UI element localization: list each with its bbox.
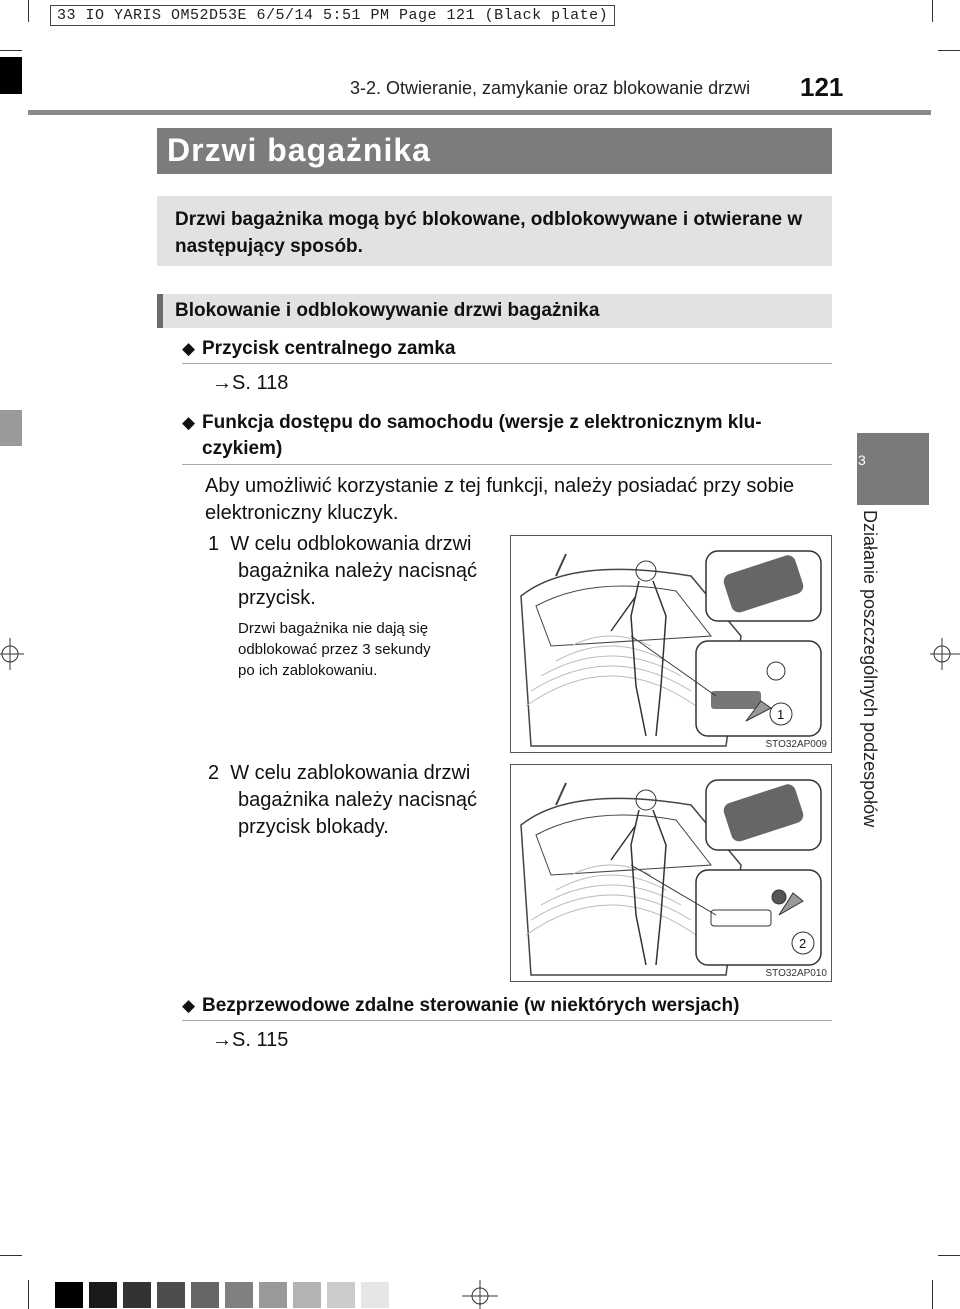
illustration-lock (510, 764, 832, 982)
diamond-bullet-icon: ◆ (182, 413, 196, 432)
figure-code: STO32AP009 (765, 739, 827, 750)
color-swatch (293, 1282, 321, 1308)
page-reference[interactable]: →S. 118 (212, 372, 289, 394)
crop-mark (938, 50, 960, 51)
intro-box (157, 196, 832, 266)
step-number: 1 (208, 533, 220, 555)
item-heading: ◆ Funkcja dostępu do samochodu (wersje z elektronicznym klu- czykiem) (182, 412, 762, 459)
illustration-unlock (510, 535, 832, 753)
edge-marker (0, 57, 22, 94)
registration-mark-icon (0, 636, 24, 672)
item-heading: ◆ Przycisk centralnego zamka (182, 336, 455, 362)
crop-mark (932, 1280, 933, 1309)
diamond-bullet-icon: ◆ (182, 339, 196, 358)
crop-mark (932, 0, 933, 22)
header-rule (28, 110, 931, 115)
crop-mark (938, 1255, 960, 1256)
step-1-note: Drzwi bagażnika nie dają się odblokować przez 3 sekundy po ich zablokowaniu. (238, 620, 431, 679)
callout-label: 2 (799, 936, 807, 951)
crop-mark (0, 1255, 22, 1256)
tailgate-lock-illustration-icon (511, 765, 831, 981)
item-text: Aby umożliwić korzystanie z tej funkcji, należy posiadać przy sobie elektroniczny kluczyk. (205, 475, 795, 524)
running-header: 3-2. Otwieranie, zamykanie oraz blokowanie drzwi (350, 78, 751, 98)
color-swatch (55, 1282, 83, 1308)
color-swatch (89, 1282, 117, 1308)
page-title: Drzwi bagażnika (167, 132, 431, 168)
crop-mark (28, 0, 29, 22)
divider (182, 464, 832, 465)
arrow-icon: → (212, 372, 232, 394)
registration-mark-icon (462, 1280, 498, 1309)
crop-mark (0, 50, 22, 51)
color-swatch (327, 1282, 355, 1308)
divider (182, 1020, 832, 1021)
diamond-bullet-icon: ◆ (182, 996, 196, 1015)
edge-marker (0, 410, 22, 446)
callout-label: 1 (777, 707, 785, 722)
color-swatch (191, 1282, 219, 1308)
registration-mark-icon (930, 636, 960, 672)
step-2-text: 2 W celu zablokowania drzwi bagażnika należy nacisnąć przycisk blokady. (208, 762, 478, 838)
page-reference[interactable]: →S. 115 (212, 1029, 289, 1051)
color-swatch (361, 1282, 389, 1308)
step-number: 2 (208, 762, 220, 784)
color-swatch (123, 1282, 151, 1308)
chapter-label: Działanie poszczególnych podzespołów (860, 510, 880, 828)
color-swatch (157, 1282, 185, 1308)
color-swatch (225, 1282, 253, 1308)
crop-mark (28, 1280, 29, 1309)
page-title-bar (157, 128, 832, 174)
figure-code: STO32AP010 (765, 968, 827, 979)
chapter-tab (857, 433, 929, 505)
arrow-icon: → (212, 1029, 232, 1051)
chapter-number: 3 (858, 452, 866, 468)
intro-text: Drzwi bagażnika mogą być blokowane, odblokowywane i otwierane w następujący sposób. (175, 209, 803, 257)
subsection-heading: Blokowanie i odblokowywanie drzwi bagażnika (175, 300, 600, 321)
tailgate-unlock-illustration-icon (511, 536, 831, 752)
item-heading: ◆ Bezprzewodowe zdalne sterowanie (w niektórych wersjach) (182, 993, 739, 1019)
divider (182, 363, 832, 364)
color-swatch (259, 1282, 287, 1308)
step-1-text: 1 W celu odblokowania drzwi bagażnika należy nacisnąć przycisk. (208, 533, 478, 609)
page-number: 121 (800, 72, 844, 102)
subsection-heading-bar (157, 294, 832, 328)
print-slug: 33 IO YARIS OM52D53E 6/5/14 5:51 PM Page 121 (Black plate) (50, 5, 615, 26)
